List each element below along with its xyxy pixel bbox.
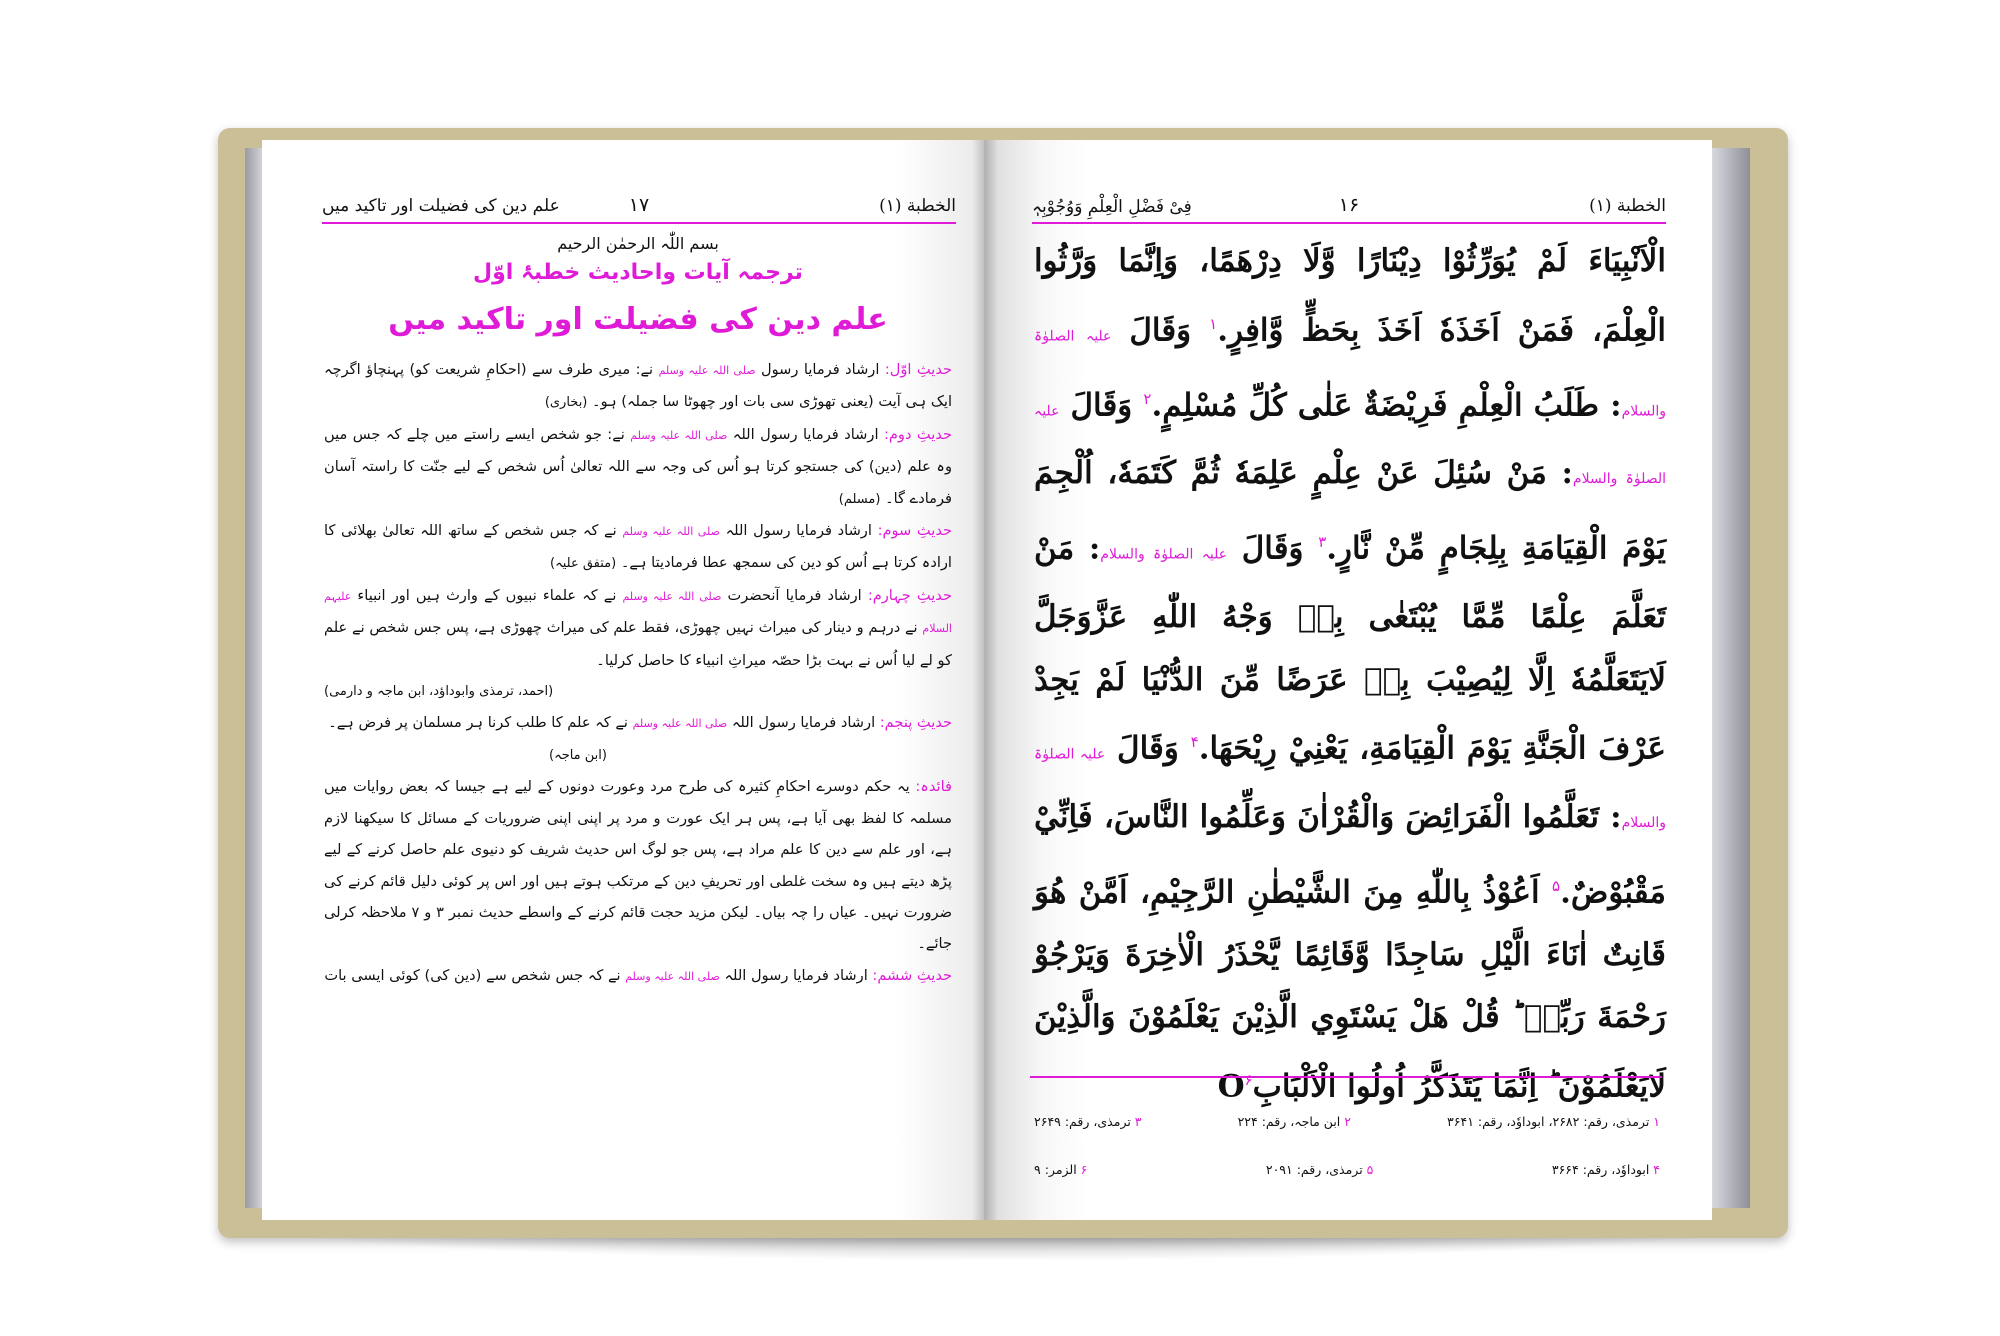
- hadith-1: [324, 354, 952, 419]
- honorific-mark: صلی اللہ علیہ وسلم: [622, 525, 720, 539]
- hadith-text: ارشاد فرمایا رسول اللہ: [719, 522, 878, 540]
- hadith-reference: (مسلم): [838, 491, 881, 507]
- footnote-number: ۲: [1344, 1114, 1351, 1129]
- right-page-header: [1032, 192, 1666, 224]
- footnote-marker: ۱: [1209, 314, 1218, 333]
- left-page: [262, 140, 984, 1220]
- footnote-row: [1034, 1098, 1660, 1146]
- footnote-number: ۵: [1366, 1162, 1374, 1177]
- hadith-text: ارشاد فرمایا آنحضرت: [721, 586, 868, 604]
- hadith-label: حدیثِ اوّل:: [884, 361, 952, 378]
- footnote-text: الزمر: ۹: [1034, 1162, 1081, 1177]
- faida-note: [324, 771, 952, 959]
- footnote-marker: ۵: [1552, 876, 1561, 895]
- left-page-header: [322, 192, 956, 224]
- footnote: [1034, 1098, 1142, 1146]
- arabic-sentence: : تَعَلَّمُوا الْفَرَائِضَ وَالْقُرْاٰنَ وَعَلِّمُوا النَّاسَ، فَاِنِّيْ مَقْبُوْضٌ.: [1034, 799, 1666, 910]
- hadith-label: حدیثِ ششم:: [872, 966, 952, 984]
- arabic-sentence: : مَنْ سُئِلَ عَنْ عِلْمٍ عَلِمَهٗ ثُمَّ كَتَمَهٗ، اُلْجِمَ يَوْمَ الْقِيَامَةِ بِلِجَامٍ مِّنْ نَّارٍ.: [1034, 455, 1667, 567]
- honorific-mark: علیہ الصلوٰۃ والسلام: [1034, 402, 1667, 488]
- quran-verse: اَعُوْذُ بِاللّٰهِ مِنَ الشَّيْطٰنِ الرَّجِيْمِ، اَمَّنْ هُوَ قَانِتٌ اٰنَاءَ الَّيْلِ سَاجِدًا وَّقَائِمًا يَّحْذَرُ الْاٰخِرَةَ وَيَرْجُوْ رَحْمَةَ رَبِّهٖ ؕ قُلْ هَلْ يَسْتَوِي الَّذِيْنَ يَعْلَمُوْنَ وَالَّذِيْنَ لَايَعْلَمُوْنَ ؕ اِنَّمَا يَتَذَكَّرُ اُولُوا الْاَلْبَابِ: [1034, 873, 1666, 1105]
- header-khutba: الخطبة (۱): [1589, 196, 1666, 216]
- left-page-body: [324, 232, 952, 992]
- hadith-text: نے: جو شخص ایسے راستے میں چلے کہ جس میں وہ علم (دین) کی جستجو کرتا ہو اُس کی وجہ سے اللہ تعالیٰ اُس شخص کے لیے جنّت کا راستہ آسان فرمادے گا۔: [324, 425, 952, 507]
- footnote: [1447, 1098, 1660, 1146]
- chapter-title: علم دین کی فضیلت اور تاکید میں: [388, 302, 888, 337]
- footnote-number: ۴: [1653, 1162, 1660, 1177]
- footnotes: [1034, 1098, 1660, 1194]
- honorific-mark: صلی اللہ علیہ وسلم: [632, 717, 728, 731]
- basmala: بسم اللّٰہ الرحمٰن الرحیم: [557, 234, 719, 253]
- hadith-text: ارشاد فرمایا رسول: [755, 361, 885, 378]
- hadith-label: حدیثِ سوم:: [877, 522, 952, 540]
- arabic-sentence: : طَلَبُ الْعِلْمِ فَرِيْضَةٌ عَلٰى كُلِّ مُسْلِمٍ.: [1151, 386, 1622, 423]
- honorific-mark: صلی اللہ علیہ وسلم: [630, 428, 728, 442]
- footnote: [1266, 1146, 1374, 1194]
- arabic-sentence: وَقَالَ: [1059, 386, 1144, 423]
- faida-text: یہ حکم دوسرے احکامِ کثیرہ کی طرح مرد وعورت دونوں کے لیے ہے جیسا کہ بعض روایات میں مسلمہ کا لفظ بھی آیا ہے، پس ہر ایک عورت و مرد پر اپنی اپنی ضروریات کے مسائل کا سیکھنا لازم ہے، اور علم سے دین کا علم مراد ہے، پس جو لوگ اس حدیث شریف کو دنیوی علم حاصل کرنے کے لیے پڑھ دیتے ہیں وہ سخت غلطی اور تحریفِ دین کے مرتکب ہوتے ہیں اور اس پر کوئی دلیل قائم کرنے کی ضرورت نہیں۔ عیاں را چہ بیاں۔ لیکن مزید حجت قائم کرنے کے واسطے حدیث نمبر ۳ و ۷ ملاحظہ کرلی جائے۔: [324, 778, 952, 953]
- hadith-label: حدیثِ چہارم:: [867, 586, 952, 604]
- footnote-text: ترمذی، رقم: ۲۰۹۱: [1265, 1162, 1367, 1177]
- hadith-reference: (بخاری): [544, 395, 588, 411]
- arabic-sentence: وَقَالَ: [1227, 530, 1319, 567]
- footnote: [1034, 1146, 1087, 1194]
- hadith-text: نے کہ جس شخص کے ساتھ اللہ تعالیٰ بھلائی کا ارادہ کرتا ہے اُس کو دین کی سمجھ عطا فرمادیتا ہے۔: [324, 522, 952, 572]
- hadith-label: حدیثِ پنجم:: [879, 714, 952, 732]
- hadith-text: نے: میری طرف سے (احکامِ شریعت کو) پہنچاؤ اگرچہ ایک ہی آیت (یعنی تھوڑی سی بات اور چھوٹا سا جملہ) ہو۔: [324, 361, 952, 411]
- arabic-sentence: وَقَالَ: [1105, 730, 1191, 767]
- hadith-6: [324, 960, 952, 992]
- header-khutba: الخطبة (۱): [879, 196, 956, 216]
- footnote-text: ابن ماجہ، رقم: ۲۲۴: [1237, 1114, 1345, 1129]
- hadith-text: ارشاد فرمایا رسول اللہ: [727, 714, 880, 732]
- hadith-2: [324, 419, 952, 515]
- footnote-number: ۳: [1134, 1114, 1142, 1129]
- footnote-marker: ۶: [1244, 1070, 1253, 1089]
- footnote-marker: ۲: [1143, 389, 1152, 408]
- footnote-marker: ۳: [1318, 533, 1327, 552]
- hadith-5: [324, 707, 952, 739]
- honorific-mark: صلی اللہ علیہ وسلم: [658, 364, 756, 377]
- hadith-4: [324, 580, 952, 676]
- footnote-divider: [1030, 1076, 1662, 1078]
- honorific-mark: علیہم السلام: [324, 589, 952, 636]
- hadith-text: نے کہ علماء نبیوں کے وارث ہیں اور انبیاء: [351, 586, 623, 604]
- verse-end-mark: O: [1217, 1068, 1245, 1105]
- page-number: ۱۷: [628, 194, 650, 216]
- right-page: [984, 140, 1712, 1220]
- footnote: [1552, 1146, 1660, 1194]
- hadith-reference: (ابن ماجہ): [549, 747, 607, 763]
- chapter-subtitle: ترجمہ آیات واحادیث خطبۂ اوّل: [473, 260, 803, 285]
- honorific-mark: صلی اللہ علیہ وسلم: [622, 589, 722, 603]
- footnote-text: ترمذی، رقم: ۲۶۸۲، ابوداوٗد، رقم: ۳۶۴۱: [1447, 1114, 1654, 1129]
- footnote-text: ابوداوٗد، رقم: ۳۶۶۴: [1551, 1162, 1654, 1177]
- hadith-reference: (احمد، ترمذی وابوداؤد، ابن ماجہ و دارمی): [324, 684, 554, 700]
- hadith-text: ارشاد فرمایا رسول اللہ: [719, 966, 873, 984]
- honorific-mark: صلی اللہ علیہ وسلم: [625, 969, 720, 983]
- hadith-text: نے کہ جس شخص سے (دین کی) کوئی ایسی بات: [324, 966, 626, 984]
- arabic-sentence: : مَنْ تَعَلَّمَ عِلْمًا مِّمَّا يُبْتَغٰى بِهٖ وَجْهُ اللّٰهِ عَزَّوَجَلَّ لَايَتَعَلَّمُهٗ اِلَّا لِيُصِيْبَ بِهٖ عَرَضًا مِّنَ الدُّنْيَا لَمْ يَجِدْ عَرْفَ الْجَنَّةِ يَوْمَ الْقِيَامَةِ، يَعْنِيْ رِيْحَهَا.: [1034, 530, 1667, 767]
- page-number: ۱۶: [1338, 194, 1360, 216]
- hadith-text: ارشاد فرمایا رسول اللہ: [727, 425, 884, 443]
- footnote-number: ۱: [1653, 1114, 1660, 1129]
- hadith-text: نے کہ علم کا طلب کرنا ہر مسلمان پر فرض ہے۔: [328, 714, 633, 732]
- arabic-sentence: وَقَالَ: [1111, 311, 1210, 348]
- hadith-text: نے درہم و دینار کی میراث نہیں چھوڑی، فقط علم کی میراث چھوڑی ہے، پس جس شخص نے علم کو لے لیا اُس نے بہت بڑا حصّہ میراثِ انبیاء کا حاصل کرلیا۔: [324, 619, 952, 669]
- hadith-label: حدیثِ دوم:: [883, 425, 952, 443]
- honorific-mark: علیہ الصلوٰۃ والسلام: [1100, 546, 1228, 563]
- hadith-3: [324, 515, 952, 580]
- honorific-mark: علیہ الصلوٰۃ والسلام: [1034, 327, 1666, 419]
- footnote-row: [1034, 1146, 1660, 1194]
- faida-label: فائدہ:: [915, 778, 952, 796]
- book-spine: [972, 140, 998, 1220]
- footnote-marker: ۴: [1190, 733, 1199, 752]
- running-title: فِیْ فَضْلِ الْعِلْمِ وَوُجُوْبِہٖ: [1032, 197, 1192, 217]
- running-title: علم دین کی فضیلت اور تاکید میں: [322, 196, 560, 216]
- footnote-text: ترمذی، رقم: ۲۶۴۹: [1034, 1114, 1135, 1129]
- hadith-reference: (متفق علیہ): [550, 556, 617, 572]
- footnote-number: ۶: [1080, 1162, 1088, 1177]
- footnote: [1238, 1098, 1351, 1146]
- honorific-mark: علیہ الصلوٰۃ والسلام: [1034, 746, 1666, 832]
- arabic-text: [1034, 230, 1666, 1118]
- arabic-sentence: الْاَنْبِيَاءَ لَمْ يُوَرِّثُوْا دِيْنَارًا وَّلَا دِرْهَمًا، وَاِنَّمَا وَرَّثُوا الْعِلْمَ، فَمَنْ اَخَذَهٗ اَخَذَ بِحَظٍّ وَّافِرٍ.: [1034, 243, 1667, 348]
